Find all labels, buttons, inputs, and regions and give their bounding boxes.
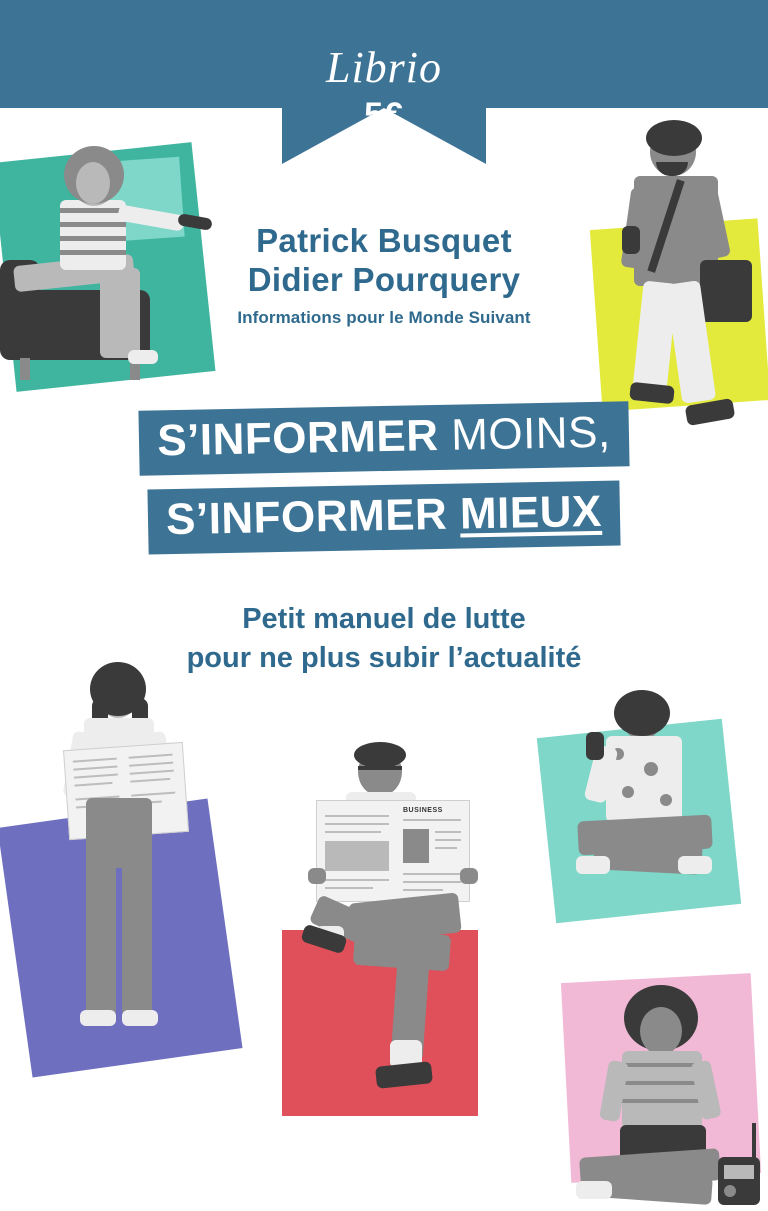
title-line-2-underline: MIEUX bbox=[459, 486, 603, 539]
title-line-1-row bbox=[0, 399, 768, 478]
photo-man-seated-newspaper: BUSINESS bbox=[290, 740, 490, 1120]
title-line-2-row bbox=[0, 477, 768, 556]
price-label: 5€ bbox=[364, 96, 404, 134]
subtitle-block bbox=[0, 600, 768, 678]
title-block bbox=[0, 406, 768, 549]
title-line-1-light: MOINS, bbox=[438, 407, 612, 460]
title-line-2 bbox=[148, 480, 621, 554]
subtitle-line-1: Petit manuel de lutte bbox=[242, 603, 526, 635]
subtitle-line-2: pour ne plus subir l’actualité bbox=[186, 642, 582, 675]
title-line-1-strong: S’INFORMER bbox=[156, 410, 439, 466]
photo-woman-with-radio bbox=[570, 985, 760, 1211]
author-block bbox=[0, 222, 768, 328]
publisher-name: Librio bbox=[325, 43, 443, 92]
photo-woman-crosslegged-phone bbox=[560, 690, 730, 910]
publisher-logo bbox=[284, 43, 484, 134]
title-line-1 bbox=[139, 401, 630, 475]
author-name-1: Patrick Busquet bbox=[256, 222, 512, 259]
author-name-2: Didier Pourquery bbox=[247, 260, 521, 298]
photo-woman-standing-newspaper bbox=[40, 660, 220, 1060]
title-line-2-strong: S’INFORMER bbox=[165, 489, 461, 544]
author-affiliation: Informations pour le Monde Suivant bbox=[237, 307, 531, 327]
